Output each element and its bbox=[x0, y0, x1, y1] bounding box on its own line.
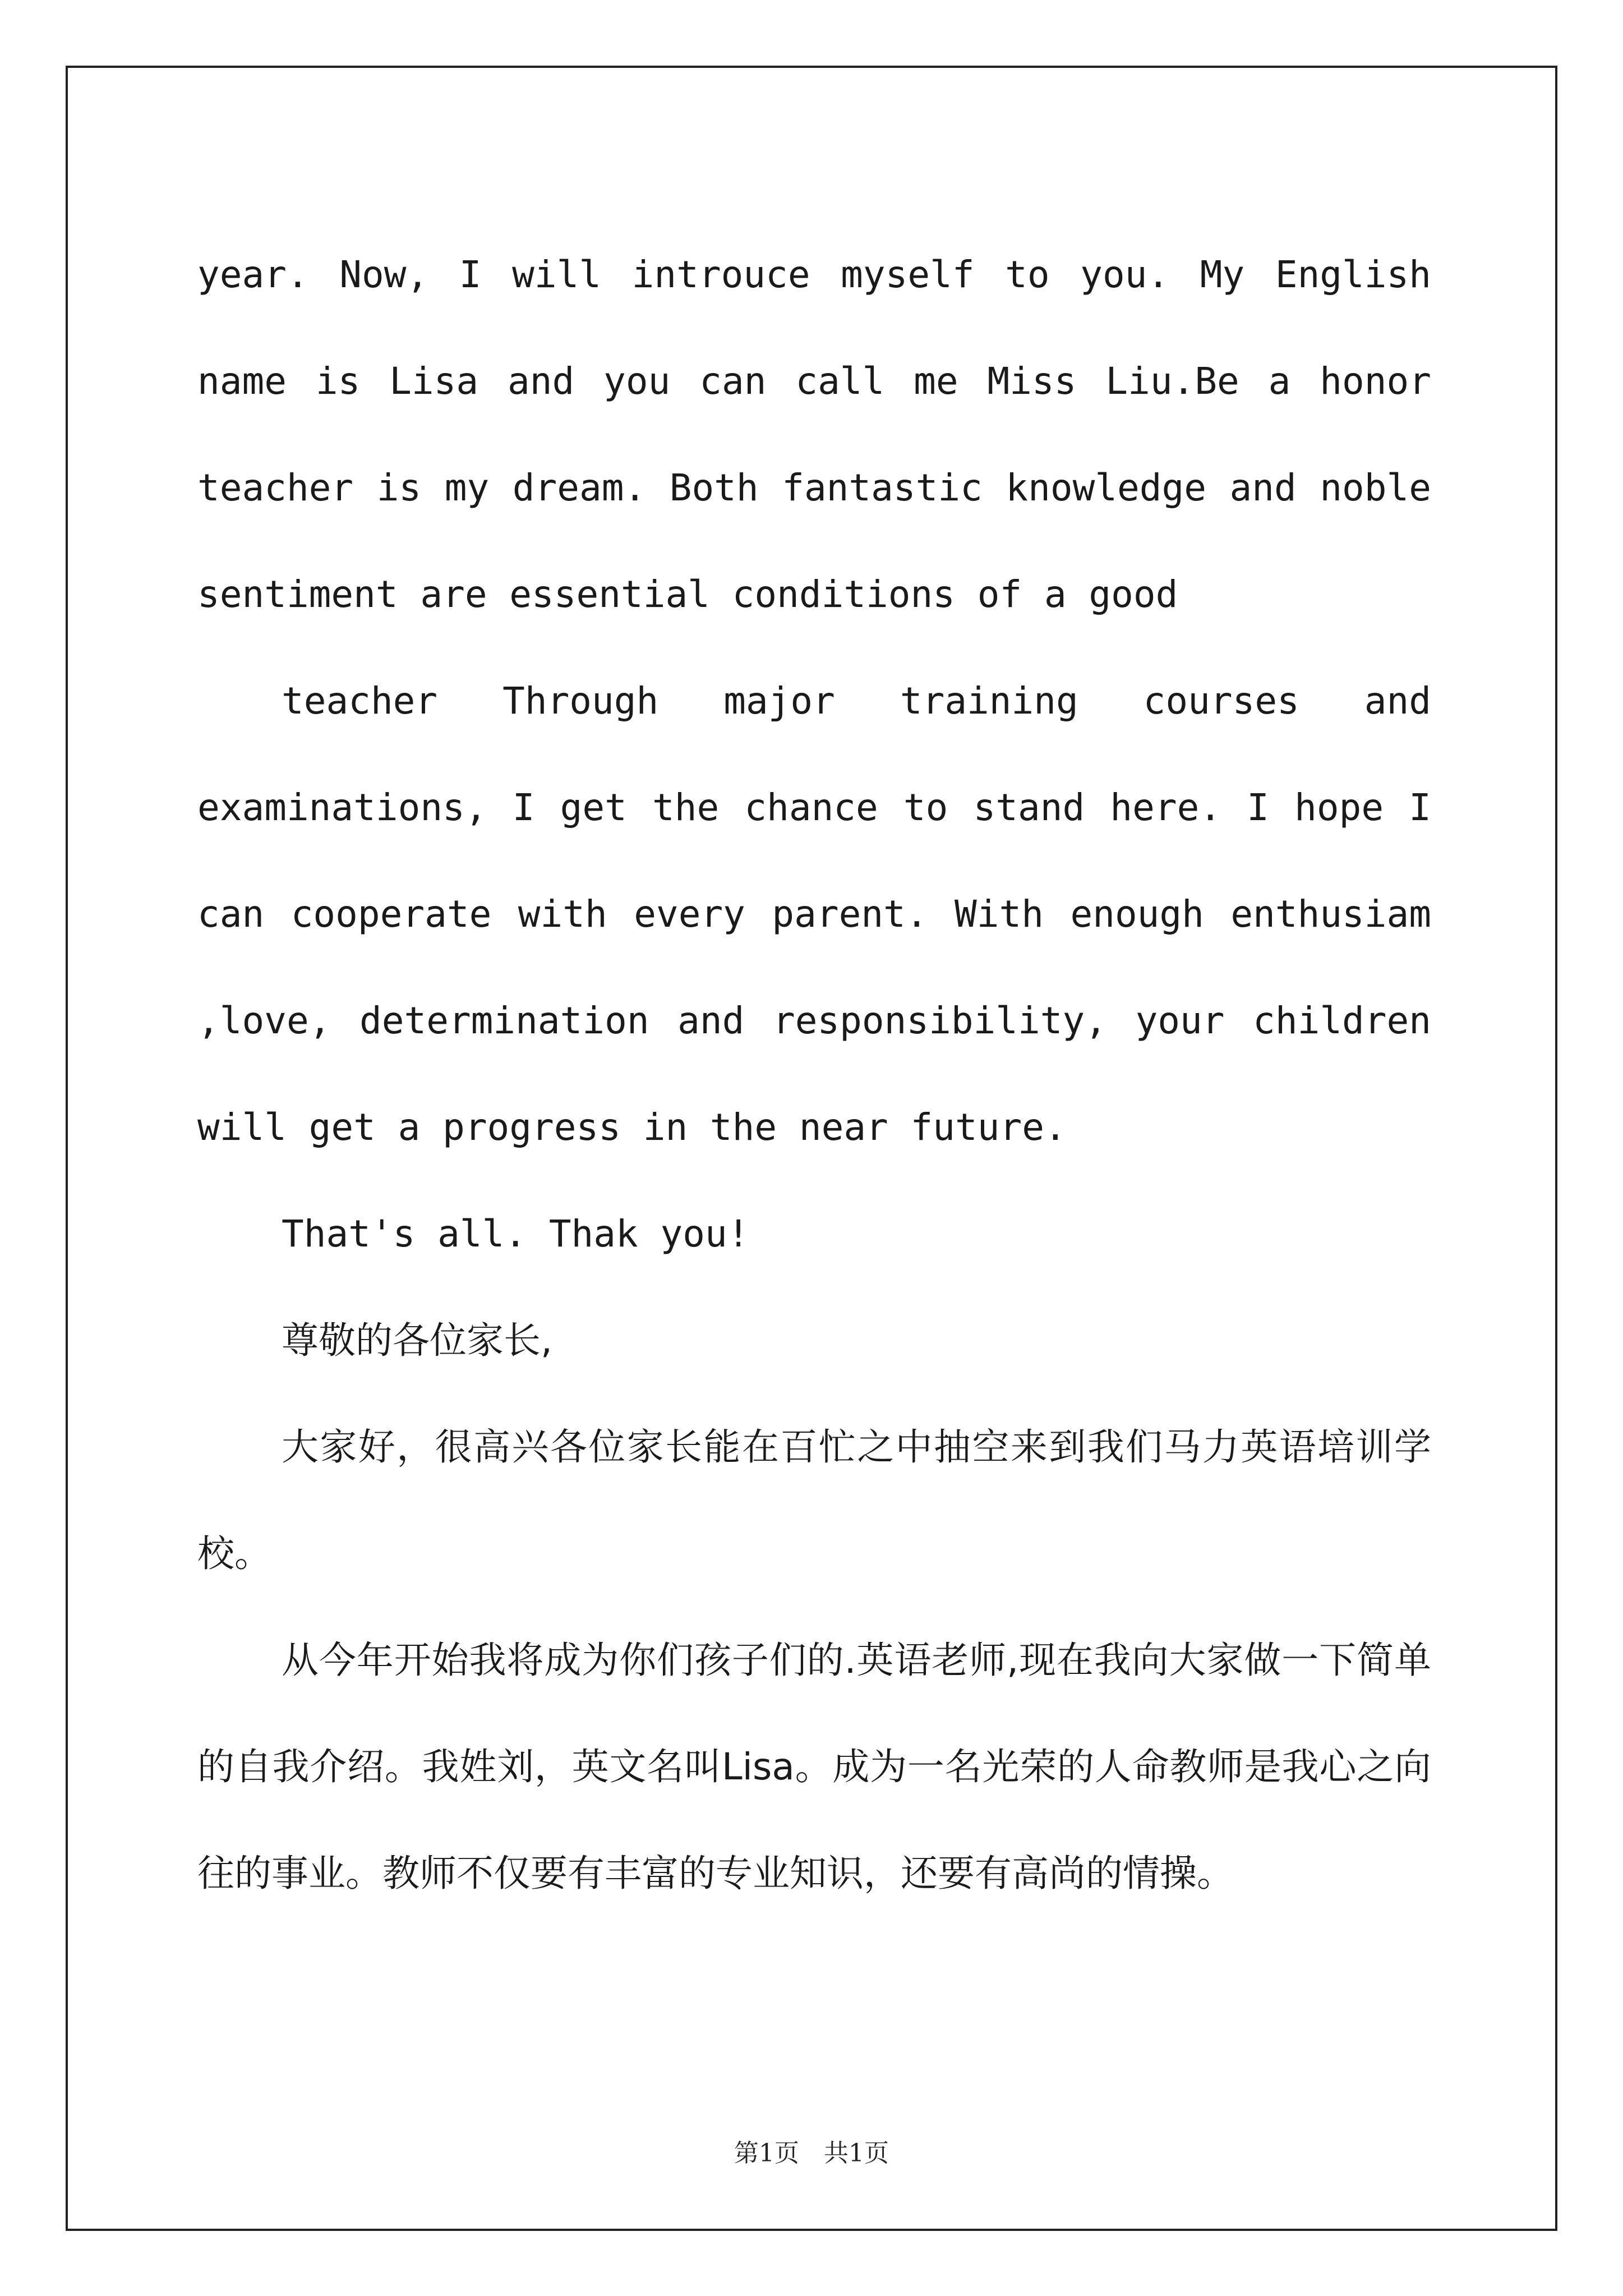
paragraph-chinese-salutation: 尊敬的各位家长, bbox=[282, 1319, 552, 1362]
paragraph-english-2: teacher Through major training courses and examinations, I get the chance to stand here. I hope I can cooperate with every parent. With enough enthusiam ,love, determination and responsibility, your children will get a progress in the near future. bbox=[197, 679, 1431, 1149]
paragraph-english-1: year. Now, I will introuce myself to you. My English name is Lisa and you can call me Miss Liu.Be a honor teacher is my dream. Both fantastic knowledge and noble sentiment are essential conditions of a good bbox=[197, 253, 1431, 616]
paragraph-chinese-greeting: 大家好，很高兴各位家长能在百忙之中抽空来到我们马力英语培训学校。 bbox=[197, 1425, 1431, 1575]
paragraph-chinese-introduction: 从今年开始我将成为你们孩子们的.英语老师,现在我向大家做一下简单的自我介绍。我姓刘，英文名叫Lisa。成为一名光荣的人命教师是我心之向往的事业。教师不仅要有丰富的专业知识，还要有高尚的情操。 bbox=[197, 1639, 1431, 1895]
page-number-footer: 第1页 共1页 bbox=[734, 2139, 889, 2168]
document-body bbox=[197, 222, 1431, 1927]
paragraph-english-closing: That's all. Thak you! bbox=[282, 1212, 750, 1255]
